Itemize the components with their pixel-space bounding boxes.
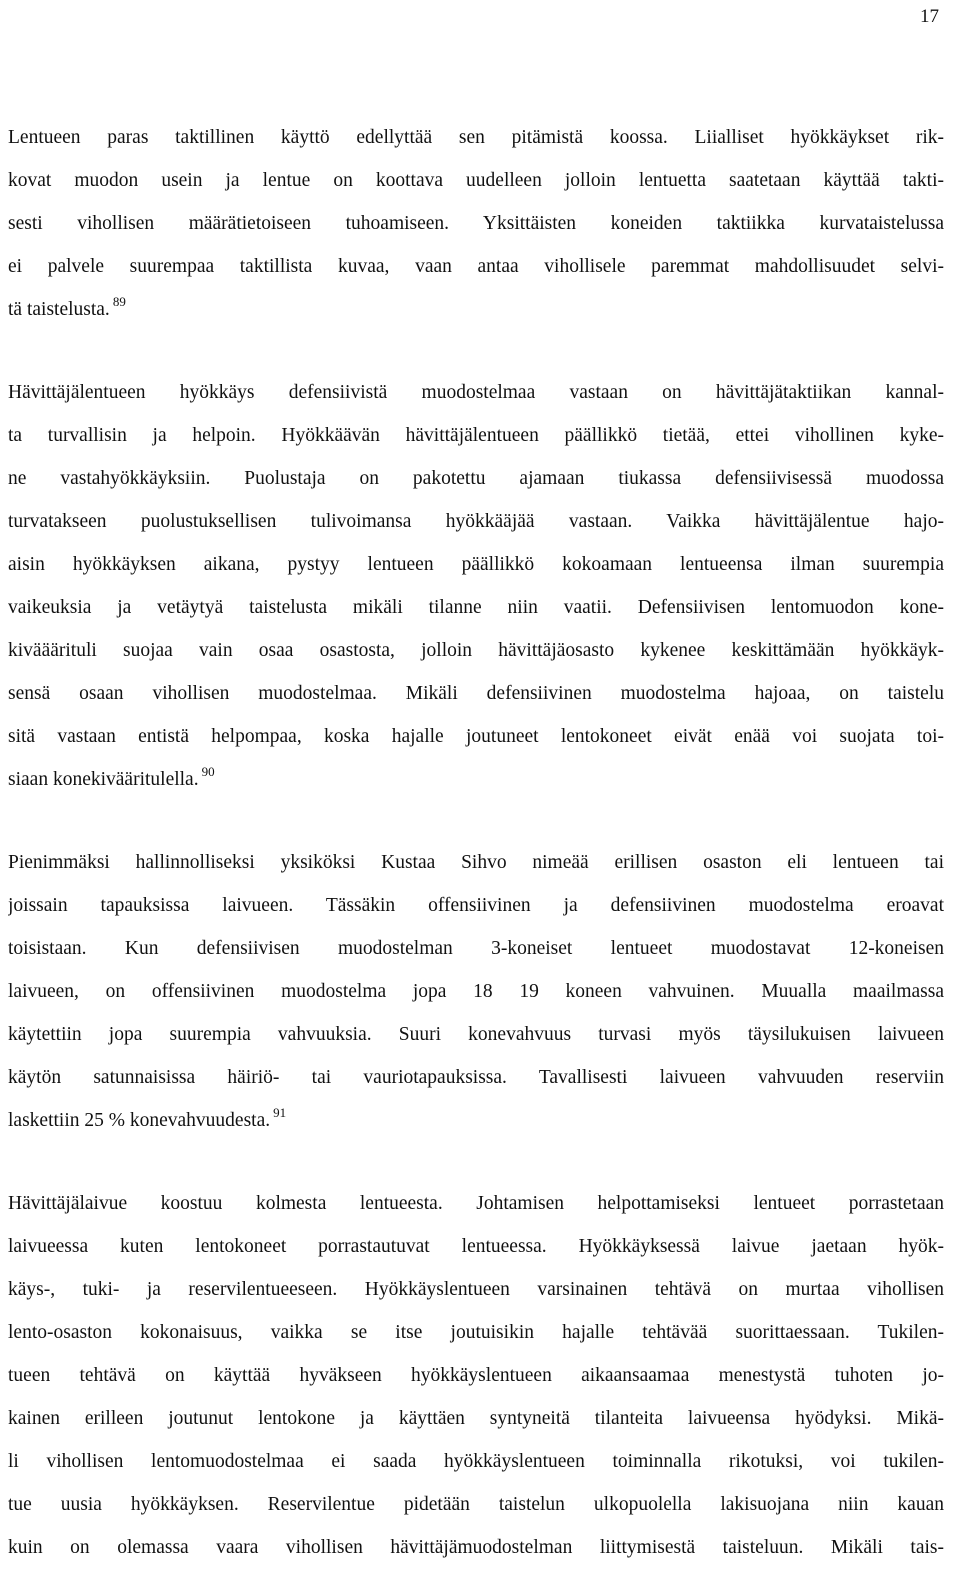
text-line: Hävittäjälaivue koostuu kolmesta lentueesta. Johtamisen helpottamiseksi lentueet porrastetaan	[8, 1193, 944, 1214]
text-line: turvatakseen puolustuksellisen tulivoimansa hyökkääjää vastaan. Vaikka hävittäjälentue hajo-	[8, 511, 944, 532]
text-line: laivueessa kuten lentokoneet porrastautuvat lentueessa. Hyökkäyksessä laivue jaetaan hyök-	[8, 1236, 944, 1257]
text-line-last	[8, 288, 944, 331]
text-line: käys-, tuki- ja reservilentueeseen. Hyökkäyslentueen varsinainen tehtävä on murtaa vihollisen	[8, 1279, 944, 1300]
paragraph-3	[8, 841, 944, 1142]
footnote-marker: 91	[273, 1105, 287, 1120]
text-line: toisistaan. Kun defensiivisen muodostelman 3-koneiset lentueet muodostavat 12-koneisen	[8, 938, 944, 959]
paragraph-1	[8, 116, 944, 331]
text-line: sitä vastaan entistä helpompaa, koska hajalle joutuneet lentokoneet eivät enää voi suojata toi-	[8, 726, 944, 747]
text-line: aisin hyökkäyksen aikana, pystyy lentueen päällikkö kokoamaan lentueensa ilman suurempia	[8, 554, 944, 575]
text-line: Lentueen paras taktillinen käyttö edellyttää sen pitämistä koossa. Liialliset hyökkäykset rik-	[8, 127, 944, 148]
text-line: käytettiin jopa suurempia vahvuuksia. Suuri konevahvuus turvasi myös täysilukuisen laivueen	[8, 1024, 944, 1045]
text-line-content: tä taistelusta.	[8, 299, 110, 320]
document-body	[8, 116, 944, 1569]
text-line: ta turvallisin ja helpoin. Hyökkäävän hävittäjälentueen päällikkö tietää, ettei vihollinen kyke-	[8, 425, 944, 446]
text-line: kovat muodon usein ja lentue on koottava uudelleen jolloin lentuetta saatetaan käyttää takti-	[8, 170, 944, 191]
text-line: li vihollisen lentomuodostelmaa ei saada hyökkäyslentueen toiminnalla rikotuksi, voi tukilen-	[8, 1451, 944, 1472]
text-line: laivueen, on offensiivinen muodostelma jopa 18 19 koneen vahvuinen. Muualla maailmassa	[8, 981, 944, 1002]
text-line: Pienimmäksi hallinnolliseksi yksiköksi Kustaa Sihvo nimeää erillisen osaston eli lentueen tai	[8, 852, 944, 873]
text-line: kuin on olemassa vaara vihollisen hävittäjämuodostelman liittymisestä taisteluun. Mikäli tais-	[8, 1537, 944, 1558]
text-line-last	[8, 758, 944, 801]
text-line: ne vastahyökkäyksiin. Puolustaja on pakotettu ajamaan tiukassa defensiivisessä muodossa	[8, 468, 944, 489]
text-line-last	[8, 1099, 944, 1142]
text-line: ei palvele suurempaa taktillista kuvaa, vaan antaa vihollisele paremmat mahdollisuudet selvi-	[8, 256, 944, 277]
text-line: tue uusia hyökkäyksen. Reservilentue pidetään taistelun ulkopuolella lakisuojana niin kauan	[8, 1494, 944, 1515]
text-line-content: laskettiin 25 % konevahvuudesta.	[8, 1110, 271, 1131]
footnote-marker: 90	[201, 764, 215, 779]
text-line: joissain tapauksissa laivueen. Tässäkin offensiivinen ja defensiivinen muodostelma eroavat	[8, 895, 944, 916]
paragraph-4	[8, 1182, 944, 1569]
text-line: kivääärituli suojaa vain osaa osastosta, jolloin hävittäjäosasto kykenee keskittämään hyökkäyk-	[8, 640, 944, 661]
text-line: vaikeuksia ja vetäytyä taistelusta mikäli tilanne niin vaatii. Defensiivisen lentomuodon kone-	[8, 597, 944, 618]
footnote-marker: 89	[112, 294, 126, 309]
text-line: käytön satunnaisissa häiriö- tai vauriotapauksissa. Tavallisesti laivueen vahvuuden reserviin	[8, 1067, 944, 1088]
text-line: sesti vihollisen määrätietoiseen tuhoamiseen. Yksittäisten koneiden taktiikka kurvataistelussa	[8, 213, 944, 234]
text-line: sensä osaan vihollisen muodostelmaa. Mikäli defensiivinen muodostelma hajoaa, on taistelu	[8, 683, 944, 704]
text-line: kainen erilleen joutunut lentokone ja käyttäen syntyneitä tilanteita laivueensa hyödyksi. Mikä-	[8, 1408, 944, 1429]
paragraph-2	[8, 371, 944, 801]
text-line: Hävittäjälentueen hyökkäys defensiivistä muodostelmaa vastaan on hävittäjätaktiikan kannal-	[8, 382, 944, 403]
page-number: 17	[920, 6, 939, 27]
text-line: lento-osaston kokonaisuus, vaikka se itse joutuisikin hajalle tehtävää suorittaessaan. Tukilen-	[8, 1322, 944, 1343]
text-line-content: siaan konekivääritulella.	[8, 769, 199, 790]
text-line: tueen tehtävä on käyttää hyväkseen hyökkäyslentueen aikaansaamaa menestystä tuhoten jo-	[8, 1365, 944, 1386]
